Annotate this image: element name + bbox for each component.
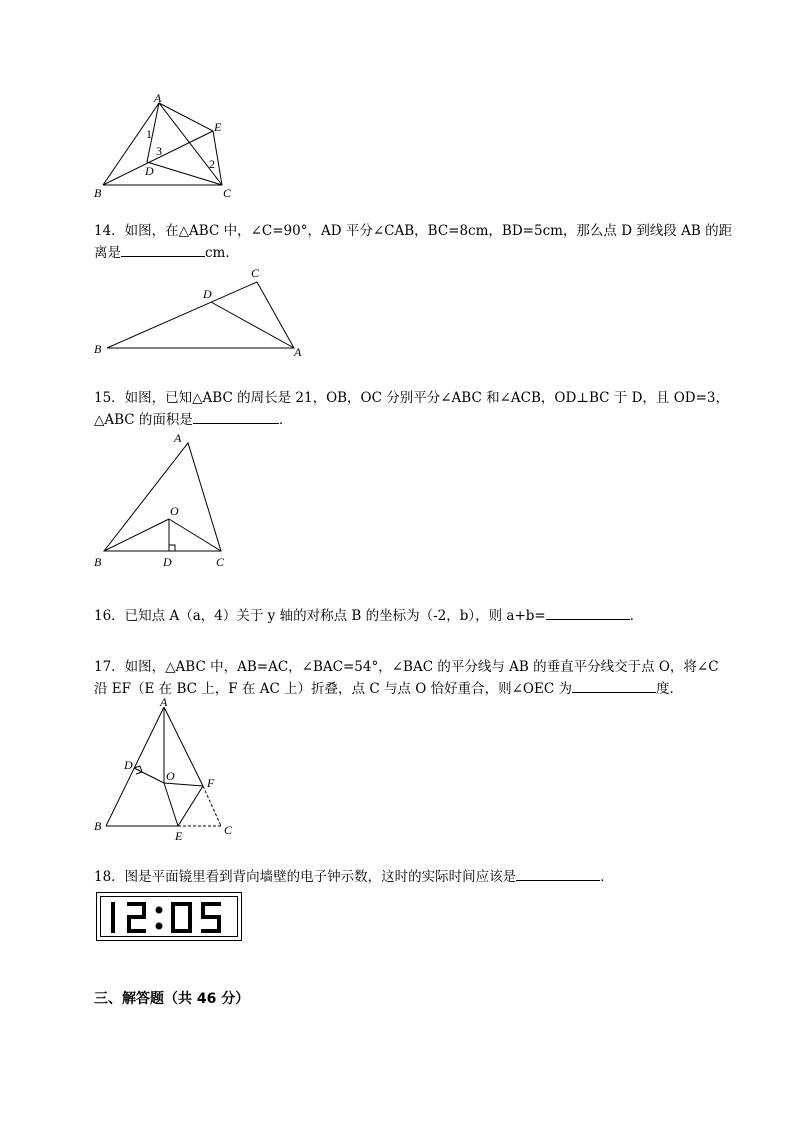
q15-label-o: O	[170, 504, 179, 518]
q14-line-1: 14．如图，在△ABC 中，∠C=90°，AD 平分∠CAB，BC=8cm，BD=5cm，那么点 D 到线段 AB 的距	[94, 223, 733, 239]
q15-label-a: A	[174, 431, 182, 445]
q17-side-ab	[106, 707, 164, 826]
q13-angle-1: 1	[146, 127, 152, 141]
q15-right-angle-mark	[169, 545, 175, 551]
q14-answer-blank[interactable]	[121, 243, 205, 257]
q14-line-2: 离是 cm．	[94, 245, 239, 261]
digital-clock-mirror-image	[96, 892, 242, 941]
section-heading-answer-questions: 三、解答题（共 46 分）	[94, 991, 250, 1007]
clock-digit-1	[111, 902, 115, 933]
clock-digit-5	[201, 902, 221, 933]
q13-label-c: C	[223, 186, 232, 200]
q17-answer-blank[interactable]	[572, 679, 656, 693]
q13-label-a: A	[154, 91, 162, 105]
q15-answer-blank[interactable]	[193, 410, 279, 424]
q13-label-d: D	[145, 164, 154, 178]
q17-line-2: 沿 EF（E 在 BC 上，F 在 AC 上）折叠，点 C 与点 O 恰好重合，则∠OEC 为 度．	[94, 681, 683, 697]
q15-label-b: B	[94, 555, 102, 569]
q17-label-d: D	[124, 758, 133, 772]
q17-label-f: F	[207, 776, 215, 790]
q13-angle-2: 2	[209, 157, 215, 171]
q16-line-1: 16．已知点 A（a，4）关于 y 轴的对称点 B 的坐标为（-2，b），则 a+b= ．	[94, 608, 644, 624]
figure-q17	[90, 695, 250, 845]
q14-label-a: A	[294, 345, 302, 359]
q17-folded-fc-dashed	[203, 786, 221, 826]
q13-label-e: E	[214, 120, 222, 134]
question-16	[94, 605, 643, 627]
figure-q15	[90, 430, 240, 570]
q14-triangle	[107, 282, 294, 348]
question-14	[94, 220, 732, 264]
q17-segment-of	[164, 783, 203, 786]
q14-label-c: C	[251, 266, 260, 280]
question-18	[94, 866, 614, 888]
q17-label-e: E	[175, 829, 183, 843]
clock-colon-top	[156, 907, 163, 914]
q13-angle-3: 3	[156, 144, 162, 158]
q16-answer-blank[interactable]	[546, 606, 630, 620]
q18-line-1: 18．图是平面镜里看到背向墙壁的电子钟示数，这时的实际时间应该是 ．	[94, 869, 614, 885]
figure-q13	[90, 92, 250, 202]
q15-line-1: 15．如图，已知△ABC 的周长是 21，OB，OC 分别平分∠ABC 和∠ACB，OD⊥BC 于 D，且 OD=3，	[94, 390, 729, 406]
q18-answer-blank[interactable]	[516, 867, 600, 881]
clock-digit-0	[171, 902, 192, 933]
clock-digit-2	[127, 902, 146, 933]
q13-label-b: B	[94, 186, 102, 200]
q15-label-c: C	[216, 555, 225, 569]
q17-segment-do	[134, 768, 164, 783]
q17-fold-line-ef	[178, 786, 203, 826]
q13-segment-ae	[159, 103, 213, 131]
q17-segment-oe	[164, 783, 178, 826]
q17-line-1: 17．如图，△ABC 中，AB=AC，∠BAC=54°，∠BAC 的平分线与 AB 的垂直平分线交于点 O，将∠C	[94, 659, 719, 675]
q17-label-b: B	[94, 819, 102, 833]
q17-label-c: C	[224, 823, 233, 837]
clock-digits	[97, 893, 243, 942]
q15-triangle	[104, 443, 221, 551]
q17-label-a: A	[160, 695, 168, 709]
q17-label-o: O	[166, 769, 175, 783]
q15-segment-ob	[104, 519, 169, 551]
clock-colon-bottom	[156, 923, 163, 930]
q15-label-d: D	[163, 555, 172, 569]
q14-label-b: B	[94, 342, 102, 356]
figure-q14	[90, 265, 310, 365]
question-15	[94, 387, 729, 431]
q13-triangle-sides	[103, 103, 222, 185]
q14-label-d: D	[203, 287, 212, 301]
q15-line-2: △ABC 的面积是 ．	[94, 412, 293, 428]
question-17	[94, 656, 719, 700]
